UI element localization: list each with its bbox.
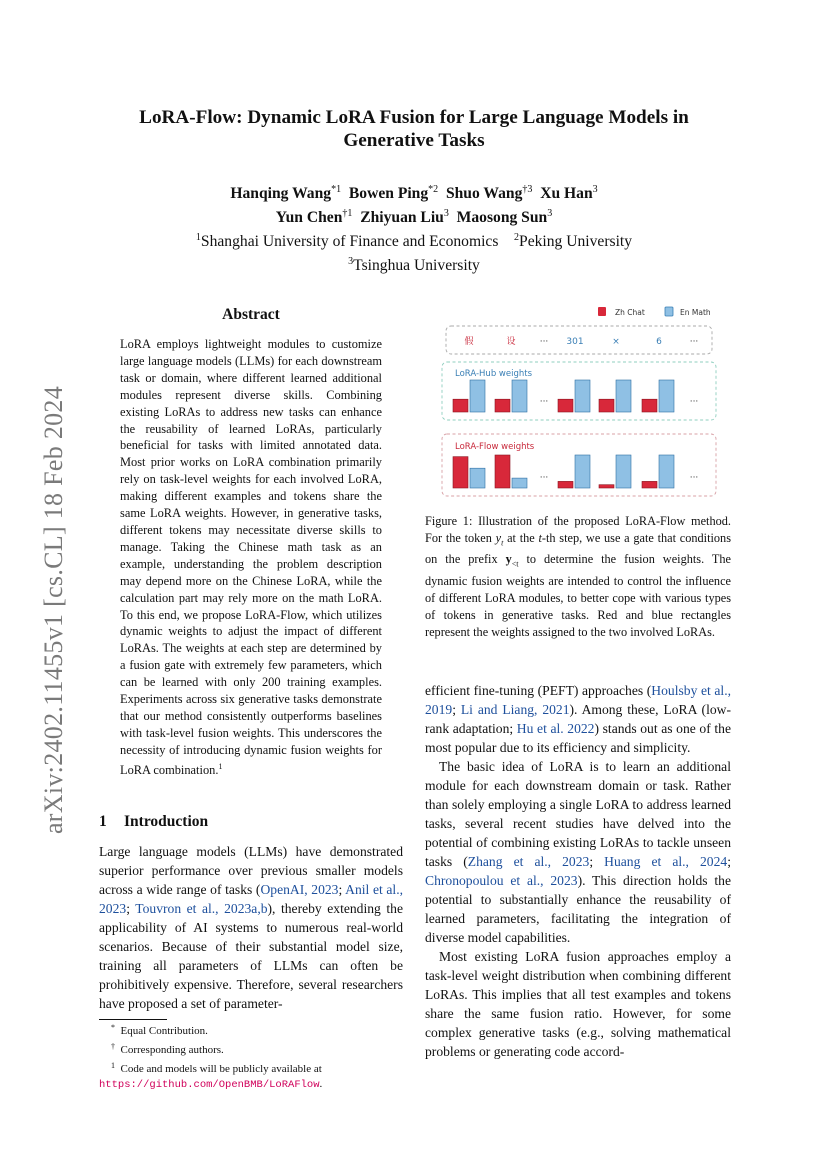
- footnote: [99, 1058, 403, 1093]
- text-run: The basic idea of LoRA is to learn an additional module for each downstream domain or task. Rather than solely employing a single LoRA to address learned tasks, several recent studies have delved into the potential of combining existing LoRAs to tackle unseen tasks (: [425, 759, 731, 869]
- paragraph: [425, 757, 731, 947]
- author-name: Bowen Ping: [348, 185, 429, 202]
- lora-hub-bars: [453, 380, 698, 412]
- text-run: ;: [338, 882, 346, 897]
- lora-flow-bars: [453, 455, 698, 488]
- blue-weight-bar: [616, 380, 631, 412]
- footnote: [99, 1039, 403, 1058]
- author-name: Yun Chen: [275, 209, 343, 226]
- blue-weight-bar: [470, 468, 485, 488]
- author-sup: †3: [522, 184, 533, 195]
- paragraph: [425, 681, 731, 757]
- text-run: Large language models (LLMs) have demonstrated superior performance over previous smaller models across a wide range of tasks (: [99, 844, 403, 897]
- legend-zh-label: Zh Chat: [615, 308, 645, 317]
- red-weight-bar: [599, 399, 614, 412]
- token-label: 设: [506, 337, 516, 347]
- text-run: -th step, we use a gate that conditions on the prefix: [425, 531, 731, 567]
- blue-weight-bar: [575, 455, 590, 488]
- footnote-mark: 1: [111, 1061, 115, 1070]
- author-sup: *1: [331, 184, 342, 195]
- arxiv-stamp: [34, 350, 74, 870]
- citation-link[interactable]: Hu et al. 2022: [516, 721, 595, 736]
- math-subscript: t: [501, 538, 504, 548]
- token-row: [464, 336, 698, 347]
- author-line-1: [0, 180, 828, 204]
- affiliation-line-2: [0, 252, 828, 276]
- author-name: Hanqing Wang: [230, 185, 332, 202]
- math-symbol: y: [505, 552, 512, 567]
- author-sup: 3: [547, 208, 553, 219]
- affiliation-line-1: [0, 228, 828, 252]
- legend-zh-icon: [598, 307, 606, 316]
- token-label: 6: [656, 337, 662, 347]
- footnote-text: Code and models will be publicly available at: [120, 1063, 322, 1075]
- section-title: Introduction: [124, 813, 209, 830]
- legend-en-icon: [665, 307, 673, 316]
- author-block: [0, 180, 828, 276]
- token-label: ×: [612, 337, 620, 347]
- affiliation-sup: 1: [195, 232, 201, 243]
- math-symbol: y: [495, 531, 502, 545]
- token-label: ···: [539, 337, 549, 347]
- ellipsis-label: ···: [539, 397, 549, 407]
- text-run: ;: [589, 854, 605, 869]
- affiliation-sup: 3: [348, 256, 354, 267]
- author-line-2: [0, 204, 828, 228]
- footnote-text: Corresponding authors.: [120, 1044, 224, 1056]
- token-label: ···: [689, 337, 699, 347]
- text-run: ;: [126, 901, 136, 916]
- section-heading-introduction: [99, 813, 208, 831]
- author-sup: 3: [592, 184, 598, 195]
- footnote-mark: †: [111, 1042, 115, 1051]
- citation-link[interactable]: OpenAI, 2023: [260, 882, 339, 897]
- text-run: ). This direction holds the potential to substantially enhance the reusability of learned parameters, facilitating the integration of diverse model capabilities.: [425, 873, 731, 945]
- title-line-1: LoRA-Flow: Dynamic LoRA Fusion for Large Language Models in: [139, 107, 689, 128]
- red-weight-bar: [642, 481, 657, 488]
- red-weight-bar: [558, 399, 573, 412]
- citation-link[interactable]: Chronopoulou et al., 2023: [425, 873, 578, 888]
- author-sup: †1: [342, 208, 353, 219]
- intro-paragraph: [99, 842, 403, 1013]
- token-label: 301: [566, 337, 584, 347]
- footnote-text: .: [319, 1078, 323, 1090]
- caption-label: Figure 1:: [425, 514, 473, 528]
- lora-flow-label: LoRA-Flow weights: [455, 442, 535, 452]
- token-label: 假: [464, 337, 474, 347]
- citation-link[interactable]: Li and Liang, 2021: [460, 702, 570, 717]
- text-run: ), thereby extending the applicability of AI systems to numerous real-world scenarios. Because of their substantial model size, training all parameters of LLMs can often be prohibitively expensive. Therefore, several researchers have proposed a set of parameter-: [99, 901, 403, 1011]
- blue-weight-bar: [512, 478, 527, 488]
- footnote-mark: *: [111, 1023, 115, 1032]
- blue-weight-bar: [616, 455, 631, 488]
- text-run: to determine the fusion weights. The dynamic fusion weights are intended to control the influence of different LoRA modules, to better cope with various types of tokens in generative tasks. Red and blue rectangles represent the weights assigned to the two involved LoRAs.: [425, 552, 732, 639]
- abstract-body: LoRA employs lightweight modules to customize large language models (LLMs) for each downstream task or domain, where different learned additional modules represent diverse skills. Combining existing LoRAs to address new tasks can enhance the reusability of learned LoRAs, particularly beneficial for tasks with limited annotated data. Most prior works on LoRA combination primarily rely on task-level weights for each involved LoRA, making different examples and tokens share the same LoRA weights. However, in generative tasks, different tokens may necessitate diverse skills to manage. Taking the Chinese math task as an example, understanding the problem description may depend more on the Chinese LoRA, while the calculation part may rely more on the math LoRA. To this end, we propose LoRA-Flow, which utilizes dynamic weights to adjust the impact of different LoRAs. The weights at each step are determined by a fusion gate with extremely few parameters, which can be learned with only 200 training examples. Experiments across six generative tasks demonstrate that our method consistently outperforms baselines with task-level fusion weights. This underscores the necessity of introducing dynamic fusion weights for LoRA combination.: [120, 337, 382, 777]
- abstract-heading: Abstract: [222, 306, 280, 323]
- text-run: ;: [727, 854, 731, 869]
- legend-en-label: En Math: [680, 308, 711, 317]
- code-url-link[interactable]: https://github.com/OpenBMB/LoRAFlow: [99, 1079, 320, 1091]
- figure-legend: [598, 307, 711, 317]
- red-weight-bar: [453, 457, 468, 488]
- red-weight-bar: [558, 481, 573, 488]
- abstract-footnote-mark: 1: [218, 761, 223, 771]
- author-name: Shuo Wang: [445, 185, 523, 202]
- text-run: ;: [452, 702, 461, 717]
- blue-weight-bar: [512, 380, 527, 412]
- author-sup: 3: [443, 208, 449, 219]
- affiliation-sup: 2: [514, 232, 520, 243]
- text-run: Most existing LoRA fusion approaches employ a task-level weight distribution when combining different LoRAs. This implies that all test examples and tokens share the same fusion ratio. However, for some complex generative tasks (e.g., solving mathematical problems or generating code accord-: [425, 949, 731, 1059]
- red-weight-bar: [453, 399, 468, 412]
- figure-caption: [425, 513, 731, 641]
- blue-weight-bar: [470, 380, 485, 412]
- blue-weight-bar: [659, 455, 674, 488]
- right-column-body: [425, 681, 731, 1061]
- citation-link[interactable]: Anil et al., 2023: [99, 882, 403, 916]
- red-weight-bar: [495, 455, 510, 488]
- author-sup: *2: [428, 184, 439, 195]
- blue-weight-bar: [659, 380, 674, 412]
- author-name: Xu Han: [540, 185, 593, 202]
- blue-weight-bar: [575, 380, 590, 412]
- author-name: Zhiyuan Liu: [360, 209, 444, 226]
- paper-title: [0, 106, 828, 152]
- citation-link[interactable]: Houlsby et al., 2019: [425, 683, 731, 717]
- text-run: ) stands out as one of the most popular due to its efficiency and simplicity.: [425, 721, 731, 755]
- math-subscript: <t: [511, 559, 519, 569]
- abstract-text: [120, 336, 382, 779]
- text-run: efficient fine-tuning (PEFT) approaches (: [425, 683, 652, 698]
- red-weight-bar: [599, 485, 614, 488]
- red-weight-bar: [495, 399, 510, 412]
- affiliation: Tsinghua University: [353, 257, 480, 274]
- citation-link[interactable]: Huang et al., 2024: [604, 854, 728, 869]
- footnote-text: Equal Contribution.: [120, 1025, 208, 1037]
- footnote: [99, 1020, 403, 1039]
- paragraph: [425, 947, 731, 1061]
- affiliation: Shanghai University of Finance and Economics: [200, 233, 499, 250]
- text-run: ). Among these, LoRA (low-rank adaptation;: [425, 702, 732, 736]
- ellipsis-label: ···: [539, 473, 549, 483]
- arxiv-id: arXiv:2402.11455v1 [cs.CL] 18 Feb 2024: [39, 385, 68, 835]
- citation-link[interactable]: Touvron et al., 2023a,b: [135, 901, 268, 916]
- ellipsis-label: ···: [689, 473, 699, 483]
- math-symbol: t: [538, 531, 542, 545]
- citation-link[interactable]: Zhang et al., 2023: [467, 854, 590, 869]
- title-line-2: Generative Tasks: [343, 130, 485, 151]
- red-weight-bar: [642, 399, 657, 412]
- affiliation: Peking University: [519, 233, 633, 250]
- lora-hub-label: LoRA-Hub weights: [455, 369, 533, 379]
- footnotes: [99, 1020, 403, 1093]
- section-number: 1: [99, 813, 107, 830]
- figure-lora-flow-illustration: [438, 302, 720, 502]
- ellipsis-label: ···: [689, 397, 699, 407]
- text-run: Illustration of the proposed LoRA-Flow method. For the token: [425, 514, 731, 545]
- author-name: Maosong Sun: [456, 209, 548, 226]
- text-run: at the: [503, 531, 539, 545]
